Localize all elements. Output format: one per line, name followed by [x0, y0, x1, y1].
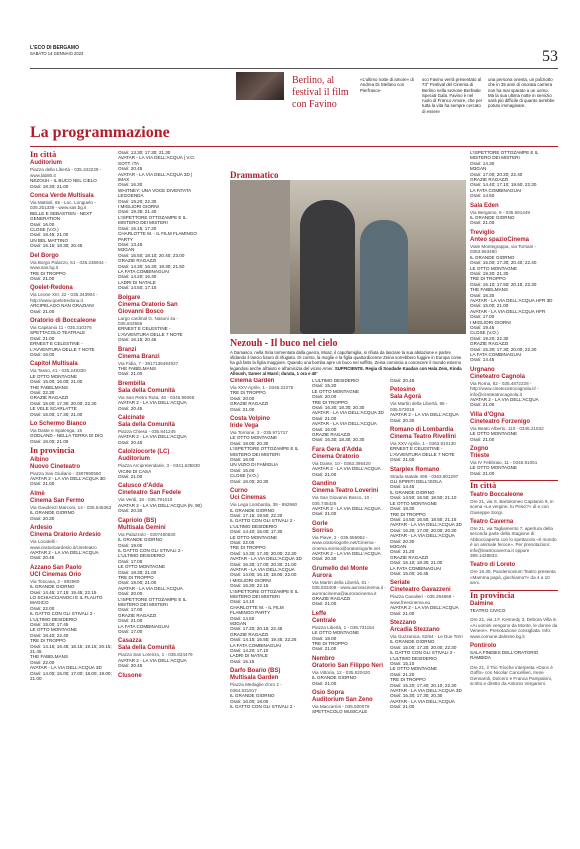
venue-address: Ore 21, via Tagliamento 7, apertura della seconda parte della Stagione di Abbocciaperta con lo spettacolo «Il mondo è un animale feroce». Per prenotazioni: info@teatrocaverna.it oppure 389.1428833. [470, 525, 557, 558]
venue-address: Ore 21, il Trio Trioche interpreta «Donc è Goffo» con Nicolar Cancellieri, Irene Gennaroli, Dolcero e Franca Pampaloni, scritto e diretto da Antonio Vergamini. [470, 664, 553, 687]
venue-address: Via San Pietro Rota, 46 - 0345.96065 [118, 394, 195, 400]
venue-address: Via Martiri della Libertà, 95 - 035.573015 [390, 401, 448, 412]
showtimes: AVATAR 2 - LA VIA DELL'ACQUA 3D Orari: 21.00 [30, 476, 106, 487]
venue-name: Multisala Garden [230, 675, 279, 682]
cinema-entry [312, 528, 386, 562]
venue-name: Zogno [470, 446, 489, 453]
showtimes: TRE DI TROPPO Orari: 21.00 [30, 270, 66, 281]
venue-name: Costa Volpino [230, 416, 270, 423]
venue-address: Via Lega Lombarda, 39 - 892960 [230, 502, 298, 508]
showtimes: IL GRANDE GIORNO Orari: 15.00; 17.30; 20.40; 22.40 LE OTTO MONTAGNE Orari: 19.30; 21.30 TRE DI TROPPO Orari: 15.10; 17.50; 20.15; 22.30 THE FABELMANS Orari: 16.30 AVATAR - LA VIA DELL'ACQUA HFR 3D Orari: 15.00; 21.00 AVATAR - LA VIA DELL'ACQUA HFR Orari: 17.00 I MIGLIORI GIORNI Orari: 19.45 CLOSE (V.O.) Orari: 19.20; 22.30 GRAZIE RAGAZZI Orari: 15.30; 17.30; 20.00; 22.30 LA FATA COMBINAGUAI Orari: 14.45 [470, 254, 553, 363]
cinema-entry [312, 697, 386, 715]
cinema-entry [230, 488, 308, 495]
cinema-entry [230, 423, 308, 484]
cinema-entry [470, 150, 558, 199]
venue-name: Lo Schermo Bianco [30, 421, 87, 428]
showtimes: ERNEST E CELESTINE - L'AVVENTURA DELLE 7 NOTE Orari: 21.00 [390, 446, 455, 463]
showtimes: AVATAR 2 - LA VIA DELL'ACQUA Orari: 21.00 [390, 605, 459, 616]
venue-address: Via XXV Aprile, 1 - 0346.22275 [230, 385, 294, 390]
venue-name: Grumello del Monte [312, 565, 369, 572]
showtimes: L'ULTIMO DESIDERIO Orari: 15.30 LE OTTO MONTAGNE Orari: 20.00 TRE DI TROPPO Orari: 16.30; 18.30; 20.30 AVATAR - LA VIA DELL'ACQUA 3D Orari: 21.00 AVATAR - LA VIA DELL'ACQUA Orari: 16.00 GRAZIE RAGAZZI Orari: 16.30; 18.30; 20.30 [312, 378, 384, 443]
showtimes: GRAZIE RAGAZZI Orari: 21.00 [312, 595, 351, 607]
showtimes: GODLAND - NELLA TERRA DI DIO Orari: 16.00; 21.00 [30, 433, 103, 444]
teaser-text-col2: sco Favino verrà presentato al 73° Festival del Cinema di Berlino nella sezione Berlinale Special Gala. Favino è nel ruolo di Franco Amore, che per tutta la vita ha sempre cercato di essere [422, 77, 483, 114]
venue-address: Strada statale 498 - 0363.901297 [390, 473, 459, 479]
cinema-entry [118, 483, 202, 490]
cinema-entry [312, 566, 386, 573]
cinema-entry [118, 422, 202, 445]
showtimes: Orari: 13.30; 17.30; 21.30 AVATAR - LA VIA DELL'ACQUA | V.O. SOTT. ITA Orari: 20.45 AVATAR - LA VIA DELL'ACQUA 3D | IMAX Orari: 16.30 WHITNEY: UNA VOCE DIVENTATA LEGGENDA Orari: 19.20; 22.30 I MIGLIORI GIORNI Orari: 19.35; 21.40 L'ISPETTORE OTTOZAMPE E IL MISTERO DEI MISTERI Orari: 15.15; 17.20 CHARLOTTE M. - IL FILM FLAMINGO PARTY Orari: 13.45 M3GAN Orari: 15.50; 18.10; 20.40; 23.00 GRAZIE RAGAZZI Orari: 14.30; 16.20; 19.30; 21.50 LA FATA COMBINAGUAI Orari: 14.20; 16.40 LADRI DI NATALE Orari: 14.50; 17.10 [118, 150, 197, 291]
venue-address: Via Verdi, 18 - 035.791010 [118, 497, 173, 503]
cinema-entry [390, 467, 466, 577]
cinema-entry [118, 525, 202, 635]
cinema-entry [470, 601, 558, 613]
cinema-entry [118, 415, 202, 422]
venue-address: Piazza Chiesa - 035.841245 [118, 429, 176, 435]
venue-name: Sala della Comunità [118, 422, 176, 429]
venue-name: Cineteatro Cagnola [470, 373, 526, 380]
photo-building [230, 180, 290, 334]
showtimes: AVATAR 2 - LA VIA DELL'ACQUA Orari: 20.45 [118, 657, 187, 669]
cinema-entry [230, 675, 308, 709]
section-rule [30, 146, 558, 147]
venue-name: Casazza [118, 638, 142, 645]
venue-address: Piazza Libertà, 1 - 035.731154 [312, 624, 375, 630]
venue-name: Sala Agorà [390, 394, 422, 401]
venue-address: Via Gaudenzi Marconi, 14 - 035.545363 [30, 504, 112, 510]
venue-name: Leffe [312, 610, 327, 617]
venue-address: Piazza Medaglie d'oro 2 - 0364.531917 [230, 682, 282, 693]
cinema-entry [118, 490, 202, 513]
cinema-entry [312, 573, 386, 607]
venue-name: Sala della Comunità [118, 645, 176, 652]
page-header [30, 46, 83, 56]
cinema-entry [470, 492, 558, 515]
venue-name: Osio Sopra [312, 690, 345, 697]
venue-name: Ardesio [30, 525, 53, 532]
venue-address: Largo cardinal G. Nasoni 4a - 035.843555 [118, 315, 179, 326]
cinema-entry [30, 253, 112, 282]
cinema-entry [118, 673, 202, 680]
venue-name: Cinema San Fermo [30, 497, 85, 504]
venue-name: Iride Vega [230, 423, 259, 430]
cinema-entry [470, 617, 558, 639]
cinema-entry [312, 618, 386, 652]
cinema-entry [390, 394, 466, 423]
venue-address: Via Vittoria, 12 - 035.520420 [312, 669, 371, 675]
showtimes: IL GRANDE GIORNO Orari: 14.45; 17.15; 19.45; 22.15 LO SCHIACCIANOCI E IL FLAUTO MAGICO Orari: 22.00 IL GATTO CON GLI STIVALI 2 - L'ULTIMO DESIDERIO Orari: 15.00; 17.45 LE OTTO MONTAGNE Orari: 18.40; 22.40 TRE DI TROPPO Orari: 14.15; 16.45; 18.15; 19.15; 20.15; 21.45 THE FABELMANS Orari: 22.00 AVATAR - LA VIA DELL'ACQUA 3D Orari: 14.00; 15.00; 17.00; 18.00; 19.00; 21.00 [30, 584, 112, 682]
teaser-text-col1: «L'ultimo notte di amore» di Andrea Di Stefano con Pierfrance- [360, 77, 414, 93]
cinema-entry [118, 645, 202, 668]
venue-address: Viale Montegrappa, via Torriani - 0363.563460 [470, 243, 536, 255]
venue-name: Albino [30, 456, 49, 463]
venue-name: Oratorio San Filippo Neri [312, 662, 384, 669]
showtimes: NEZOUH - IL BUCO NEL CIELO Orari: 18.30; 21.00 [30, 178, 97, 189]
venue-name: Petosino [390, 387, 416, 394]
cinema-entry [312, 481, 386, 488]
cinema-entry [390, 627, 466, 710]
venue-name: Aurora [312, 572, 332, 579]
venue-address: Via Guzzanica, 62/64 - Le Due Torri [390, 634, 463, 639]
cinema-entry [118, 347, 202, 354]
showtimes: TRE DI TROPPO Orari: 20.00 GRAZIE RAGAZZI Orari: 21.00 [230, 390, 269, 412]
venue-address: Ore 21, via S. Bartolomeo Capitanio 9, in scena «Le vergine, tu Pesci?» di e con Giuseppe Sorgi. [470, 498, 554, 515]
venue-name: Stezzano [390, 620, 417, 626]
cinema-entry [470, 665, 558, 687]
cinema-entry [390, 387, 466, 394]
cinema-entry [118, 354, 202, 377]
publication-date: SABATO 14 GENNAIO 2023 [30, 51, 84, 56]
showtimes: ARCIPELAGO NAN GRAZIANI Orari: 21.00 [30, 303, 94, 314]
venue-address: Via Beato Alberto, 110 - 0346.21532 [470, 425, 544, 431]
venue-name: Brembilla [118, 380, 146, 387]
showtimes: IL GRANDE GIORNO Orari: 21.00 [470, 215, 515, 226]
venue-name: Qoelet-Redona [30, 285, 73, 292]
venue-name: Cineteatro Forzenigo [470, 418, 531, 425]
venue-name: Capriolo (BS) [118, 517, 157, 524]
cinema-entry [470, 446, 558, 453]
venue-address: Via Toscana, 2 - 892960 [30, 578, 80, 584]
venue-name: Fara Gera d'Adda [312, 446, 362, 453]
venue-address: Piazza della Libertà - 035.342229 - www.lab80.it [30, 167, 102, 178]
venue-name: Sala Eden [470, 202, 499, 209]
venue-name: Gorle [312, 520, 328, 527]
showtimes: AVATAR 2 - LA VIA DELL'ACQUA Orari: 20.45 [118, 400, 187, 411]
showtimes: AVATAR 2 - LA VIA DELL'ACQUA Orari: 21.00 [312, 466, 381, 477]
venue-address: Via Torrione, 3 - 035.971717 [230, 430, 288, 436]
showtimes: IL GRANDE GIORNO Orari: 15.00; 17.20; 20.00; 22.30 IL GATTO CON GLI STIVALI 2 - L'ULTIMO DESIDERIO Orari: 15.10 LE OTTO MONTAGNE Orari: 21.20 TRE DI TROPPO Orari: 15.20; 17.40; 20.10; 22.30 AVATAR - LA VIA DELL'ACQUA 3D Orari: 15.30; 17.30; 20.30 AVATAR - LA VIA DELL'ACQUA Orari: 21.00 [390, 639, 462, 710]
venue-address: Via Piave, 2 - 035.656962 - www.oratoriogorle.net/Cinema - cinema.sorriso@oratoriogorle.net [312, 534, 380, 551]
showtimes: IL GRANDE GIORNO Orari: 20.30 [30, 510, 75, 521]
showtimes: IL GRANDE GIORNO Orari: 16.00; 18.00 IL GATTO CON GLI STIVALI 2 - [230, 693, 296, 709]
cinema-entry [312, 454, 386, 477]
venue-name: Capitol Multisala [30, 361, 78, 368]
venue-address: Via Locatelli - www.oratorioardesio.it/cineteatro [30, 539, 97, 550]
cinema-entry [312, 447, 386, 454]
venue-address: Piazza San Lorenzo, 1 - 035.824479 [118, 652, 193, 658]
venue-address: Ore 21, via J.F. Kennedy 3, Debora Villa in «Ai uomini vengono da Monte, le donne da Venere». Prenotazione consigliata. Info: www.comune.dalmine.bg.it [470, 617, 558, 639]
showtimes: Orari: 20.45 [390, 378, 415, 383]
showtimes: SALA FINEBIS DELL'ORATORIO RAMBIDA [470, 650, 539, 661]
showtimes: LE OTTO MONTAGNE Orari: 21.00 [470, 431, 518, 442]
venue-address: Via Maccarrini - 035.500079 [312, 704, 370, 710]
showtimes: LE OTTO MONTAGNE Orari: 18.00; 20.30 L'ISPETTORE OTTOZAMPE E IL MISTERO DEI MISTERI Orari: 16.00 UN VIZIO DI FAMIGLIA Orari: 16.00 CLOSE (V.O.) Orari: 16.00; 20.30 [230, 435, 299, 484]
listing-column-3 [230, 378, 308, 840]
cinema-entry [470, 643, 558, 661]
showtimes: AVATAR 2 - LA VIA DELL'ACQUA Orari: 20.45 [30, 549, 99, 561]
showtimes: AVATAR 2 - LA VIA DELL'ACQUA Orari: 20.45 [118, 434, 187, 445]
cinema-entry [118, 381, 202, 388]
showtimes: LE OTTO MONTAGNE Orari: 21.00 [470, 465, 518, 476]
cinema-entry [230, 378, 308, 412]
venue-name: Centrale [312, 617, 337, 624]
venue-name: Gandino [312, 481, 337, 488]
venue-name: Urgnano [470, 366, 495, 373]
venue-name: Cineteatro San Fedele [118, 490, 182, 497]
venue-address: Ore 16.30, Pandemonium Teatro presenta «Mamma papà, giochiamo?» da 4 a 10 anni. [470, 569, 556, 586]
feature-title: Nezouh - Il buco nel cielo [230, 338, 338, 349]
photo-figure-daughter [360, 220, 408, 334]
showtimes: AVATAR 2 - LA VIA DELL'ACQUA (N. 90) Orari: 20.30 [118, 502, 202, 514]
cinema-entry [118, 150, 202, 291]
cinema-entry [470, 203, 558, 226]
cinema-entry [30, 457, 112, 464]
cinema-entry [312, 690, 386, 697]
cinema-entry [118, 456, 202, 479]
venue-name: Calcinate [118, 415, 145, 422]
venue-address: Via Palazzolo - 0307460530 [118, 531, 176, 537]
cinema-entry [390, 427, 466, 434]
venue-address: Via XXV Aprile, 1 - 0363.910130 [390, 441, 456, 447]
cinema-entry [30, 464, 112, 487]
cinema-entry [312, 488, 386, 517]
cinema-entry [30, 193, 112, 249]
venue-name: Multisala Gemini [118, 524, 166, 531]
venue-name: Cinema Oratorio San Giovanni Bosco [118, 301, 178, 315]
showtimes: SPETTACOLO MUSICALE [312, 709, 368, 715]
cinema-entry [390, 378, 466, 383]
cinema-entry [470, 419, 558, 442]
venue-name: Cinema Branzi [118, 353, 160, 360]
cinema-entry [30, 421, 112, 444]
showtimes: IL GRANDE GIORNO Orari: 19.00 IL GATTO CON GLI STIVALI 2 - L'ULTIMO DESIDERIO Orari: 17.00 LE OTTO MONTAGNE Orari: 18.30; 21.00 TRE DI TROPPO Orari: 19.00; 21.00 AVATAR - LA VIA DELL'ACQUA Orari: 20.00 L'ISPETTORE OTTOZAMPE E IL MISTERO DEI MISTERI Orari: 17.00 GRAZIE RAGAZZI Orari: 21.00 LA FATA COMBINAGUAI Orari: 17.00 [118, 537, 187, 634]
venue-address: Via Martiri della Libertà, 61 - 035.833408 - www.auroracinema.it - auroracinema@auroracinema.it [312, 579, 386, 596]
showtimes: LE OTTO MONTAGNE Orari: 18.00 TRE DI TROPPO Orari: 21.00 [312, 630, 360, 652]
teaser-text-col3: una persona onesta, un poliziotto che in 35 anni di onorata carriera non ha mai sparato a un uomo. Ma la sua ultima notte in servizio sarà più difficile di quanto avrebbe potuto immaginare. [488, 77, 555, 109]
venue-name: Villa d'Ogna [470, 411, 505, 418]
cinema-entry [30, 498, 112, 521]
cinema-entry [118, 302, 202, 343]
venue-address: Via Roma, 82 - 035.4872228 - http://www.cinetecatrocagnola.it/ - info@cineteatrocagnola.it [470, 380, 539, 397]
showtimes: THE FABELMANS Orari: 21.00 [118, 366, 157, 377]
cinema-entry [312, 656, 386, 663]
venue-name: Anteo spazioCinema [470, 236, 530, 243]
category-heading: In provincia [30, 445, 75, 456]
listing-column-6 [470, 150, 558, 840]
cinema-entry [118, 388, 202, 411]
venue-name: Cinema Oratorio [312, 453, 360, 460]
cinema-entry [390, 620, 466, 627]
header-rule [30, 68, 558, 69]
venue-name: Seriate [390, 580, 411, 587]
venue-name: Dalmine [470, 600, 494, 607]
cinema-entry [30, 285, 112, 314]
venue-name: Del Borgo [30, 252, 59, 259]
venue-name: Sala della Comunità [118, 387, 176, 394]
venue-name: Cinema Teatro Loverini [312, 488, 379, 495]
cinema-entry [312, 611, 386, 618]
cinema-entry [390, 580, 466, 587]
venue-name: Cineteatro Gavazzeni [390, 587, 451, 594]
cinema-entry [30, 361, 112, 417]
showtimes: IL GRANDE GIORNO Orari: 21.00 [312, 675, 357, 686]
venue-name: Treviglio [470, 229, 495, 236]
venue-name: Auditorium San Zeno [312, 697, 373, 704]
cinema-entry [470, 237, 558, 363]
venue-name: Curno [230, 488, 248, 495]
venue-name: Calolziocorte (LC) [118, 449, 170, 456]
venue-name: Darfo Boario (BS) [230, 668, 281, 675]
listing-column-5 [390, 378, 466, 840]
showtimes: L'ISPETTORE OTTOZAMPE E IL MISTERO DEI MISTERI Orari: 14.30 M3GAN Orari: 17.00; 20.20; 22.40 GRAZIE RAGAZZI Orari: 14.40; 17.10; 19.50; 22.30 LA FATA COMBINAGUAI Orari: 14.50 [470, 150, 539, 199]
feature-synopsis: A Damasco, nella Siria tormentata dalla guerra, Moaz, il capofamiglia, si rifiuta da lasciare la sua abitazione e partire sfidando il lancio futuro di rifugiato. Di contro, la moglie e la figlia quattordicenne Zeina vorrebbero fuggire in Europa come ha già fatto la figlia maggiore. Quando una bomba apre un buco nel soffitto, Zeina comincia a conoscere il mondo esterno legandosi anche all'aiuto e all'amicizia del vicino Amer. [230, 350, 462, 371]
category-heading: In città [470, 480, 558, 488]
category-heading: In provincia [470, 590, 558, 598]
cinema-entry [30, 572, 112, 682]
venue-name: Teatro di Loreto [470, 562, 516, 569]
venue-name: Uci Cinemas [230, 495, 267, 502]
cinema-entry [30, 491, 112, 498]
venue-name: Nuovo Cineteatro [30, 463, 81, 470]
cinema-entry [312, 378, 386, 443]
showtimes: LE OTTO MONTAGNE Orari: 15.00; 16.00; 21.00 THE FABELMANS Orari: 22.30 GRAZIE RAGAZZI Orari: 15.00; 17.30; 20.00; 22.30 LE VELE SCARLATTE Orari: 15.00; 17.30; 21.00 [30, 373, 97, 417]
venue-name: Trieste [470, 453, 490, 460]
venue-name: Cinema Teatro Rivellini [390, 434, 456, 441]
listing-column-4 [312, 378, 386, 840]
cinema-entry [312, 521, 386, 528]
venue-address: Via Leone XIII, 22 - 035.343904 - http://www.qoeletredona.it [30, 292, 98, 303]
venue-name: Teatro Caverna [470, 518, 514, 525]
cinema-entry [312, 663, 386, 686]
venue-name: Starplex Romano [390, 466, 440, 473]
showtimes: BELLE E SEBASTIEN - NEXT GENERATION Orari: 16.00 CLOSE (V.O.) Orari: 18.45; 21.00 UN BEL MATTINO Orari: 16.15; 18.30; 20.45 [30, 210, 92, 249]
venue-address: Via Dante, 10 - 0363.395420 [312, 460, 371, 466]
showtimes: AVATAR 2 - LA VIA DELL'ACQUA Orari: 20.30 [312, 550, 381, 562]
cinema-entry [30, 525, 112, 532]
cinema-entry [30, 318, 112, 357]
venue-name: Auditorium [118, 456, 150, 463]
cinema-entry [470, 412, 558, 419]
venue-name: Teatro Boccaleone [470, 491, 524, 498]
feature-credits: SUFFICIENTE. Regia di Soudade Kaadan con Hala Zein, Kinda Alloush, Samer al Masri; durata, 1 ora e 40' [230, 365, 462, 376]
venue-name: Almè [30, 490, 45, 497]
cinema-entry [118, 638, 202, 645]
feature-genre: Drammatico [230, 170, 279, 180]
cinema-entry [230, 668, 308, 675]
section-title: La programmazione [30, 124, 170, 141]
venue-address: Via Borgo Palazzo, 51 - 035.236944 - www.sas.bg.it [30, 259, 107, 271]
venue-address: Via Fidia, 7 - 3917136494927 [118, 360, 179, 366]
cinema-entry [118, 518, 202, 525]
venue-address: Via Tasso, 41 - 035.248330 [30, 368, 86, 374]
venue-name: Nembro [312, 655, 335, 662]
cinema-entry [470, 367, 558, 374]
venue-name: Romano di Lombardia [390, 427, 454, 434]
venue-name: Azzano San Paolo [30, 564, 82, 571]
showtimes: VICINI DI CASA Orari: 21.00 [118, 468, 152, 480]
venue-name: Arcadia Stezzano [390, 627, 440, 633]
cinema-entry [118, 449, 202, 456]
listing-column-1 [30, 150, 112, 840]
cinema-entry [30, 160, 112, 189]
cinema-entry [118, 295, 202, 302]
cinema-entry [470, 453, 558, 476]
showtimes: AVATAR 2 - LA VIA DELL'ACQUA Orari: 21.00 [312, 505, 381, 517]
teaser-title: Berlino, al festival il film con Favino [292, 75, 349, 110]
listing-column-2 [118, 150, 202, 840]
showtimes: IL GRANDE GIORNO Orari: 17.15; 19.50; 22.20 IL GATTO CON GLI STIVALI 2 - L'ULTIMO DESIDERIO Orari: 14.40; 15.00; 17.30 LE OTTO MONTAGNE Orari: 22.00 TRE DI TROPPO Orari: 14.30; 17.40; 20.00; 22.30 AVATAR - LA VIA DELL'ACQUA 3D Orari: 16.30; 17.00; 20.30; 21.00 AVATAR - LA VIA DELL'ACQUA Orari: 14.00; 16.10; 18.00; 22.00 I MIGLIORI GIORNI Orari: 16.30; 22.15 L'ISPETTORE OTTOZAMPE E IL MISTERO DEI MISTERI Orari: 14.10 CHARLOTTE M. - IL FILM FLAMINGO PARTY Orari: 14.50 M3GAN Orari: 17.20; 20.15; 22.45 GRAZIE RAGAZZI Orari: 14.15; 16.50; 19.45; 22.25 LA FATA COMBINAGUAI Orari: 14.20; 17.10 LADRI DI NATALE Orari: 15.15 [230, 507, 302, 664]
cinema-entry [470, 230, 558, 237]
photo-figure-mother [300, 200, 355, 334]
venue-address: Via Capitanio 11 - 035.310376 [30, 324, 92, 330]
venue-address: Via Daste e Spalenga, 15 [30, 428, 83, 434]
venue-name: Oratorio di Boccaleone [30, 317, 97, 324]
venue-name: Clusone [118, 672, 142, 679]
venue-address: Piazza Cavalieri - 035.294868 - www.freecinema.eu [390, 594, 455, 605]
teaser-photo [236, 72, 284, 100]
cinema-entry [30, 565, 112, 572]
category-heading: In città [30, 150, 57, 159]
venue-name: Bolgare [118, 294, 141, 301]
venue-name: Sorriso [312, 527, 334, 534]
showtimes: SPETTACOLO TEATRALE Orari: 21.00 ERNEST E CELESTINE - L'AVVENTURA DELLE 7 NOTE Orari: 16.00 [30, 330, 95, 357]
showtimes: ERNEST E CELESTINE - L'AVVENTURA DELLE 7 NOTE Orari: 16.15; 20.45 [118, 326, 183, 343]
publication-name: L'ECO DI BERGAMO [30, 45, 79, 51]
venue-name: Cinema Oratorio Ardesio [30, 532, 101, 539]
cinema-entry [470, 562, 558, 585]
venue-address: Via Bergamo, 9 - 035.591449 [470, 209, 530, 215]
venue-name: UCI Cinemas Orio [30, 571, 82, 578]
venue-name: Conca Verde Multisala [30, 193, 94, 200]
venue-name: Pontirolo [470, 643, 497, 649]
venue-address: Piazza San Giuliano - 3387990560 [30, 470, 101, 476]
showtimes: AVATAR 2 - LA VIA DELL'ACQUA Orari: 21.00 [470, 397, 539, 408]
cinema-entry [230, 416, 308, 423]
venue-address: Via IV Febbraio, 11 - 0345.91051 [470, 460, 538, 466]
showtimes: AVATAR 2 - LA VIA DELL'ACQUA Orari: 20.30 [390, 412, 459, 423]
feature-body [230, 350, 466, 376]
venue-name: Auditorium [30, 160, 62, 167]
cinema-entry [390, 587, 466, 616]
venue-address: Piazza Arcipretendarie, 3 - 0341.635830 [118, 463, 200, 469]
showtimes: GLI SPIRITI DELL'ISOLA Orari: 14.45 IL GRANDE GIORNO Orari: 14.50; 16.50; 18.50; 21.10 LE OTTO MONTAGNE Orari: 18.30 TRE DI TROPPO Orari: 14.50; 16.50; 18.50; 21.15 AVATAR - LA VIA DELL'ACQUA 3D Orari: 16.30; 17.00; 20.00; 20.30 AVATAR - LA VIA DELL'ACQUA Orari: 20.30 M3GAN Orari: 21.20 GRAZIE RAGAZZI Orari: 15.10; 18.30; 21.00 LA FATA COMBINAGUAI Orari: 15.00; 16.45 [390, 479, 462, 576]
venue-name: Calusco d'Adda [118, 483, 164, 490]
cinema-entry [30, 532, 112, 561]
cinema-entry [230, 495, 308, 664]
venue-address: Via Mattioli, 65 - Loc. Longuelo - 035.251339 - www.sas.bg.it [30, 200, 96, 211]
page-number: 53 [542, 48, 558, 65]
venue-name: Cinema Garden [230, 378, 275, 384]
feature-photo [230, 180, 466, 334]
venue-name: Branzi [118, 346, 137, 353]
venue-address: Via San Giovanni Bosco, 10 - 035.745425 [312, 495, 372, 506]
cinema-entry [390, 434, 466, 463]
cinema-entry [470, 519, 558, 558]
showtimes: TEATRO CIVICO [470, 607, 506, 613]
cinema-entry [470, 374, 558, 408]
